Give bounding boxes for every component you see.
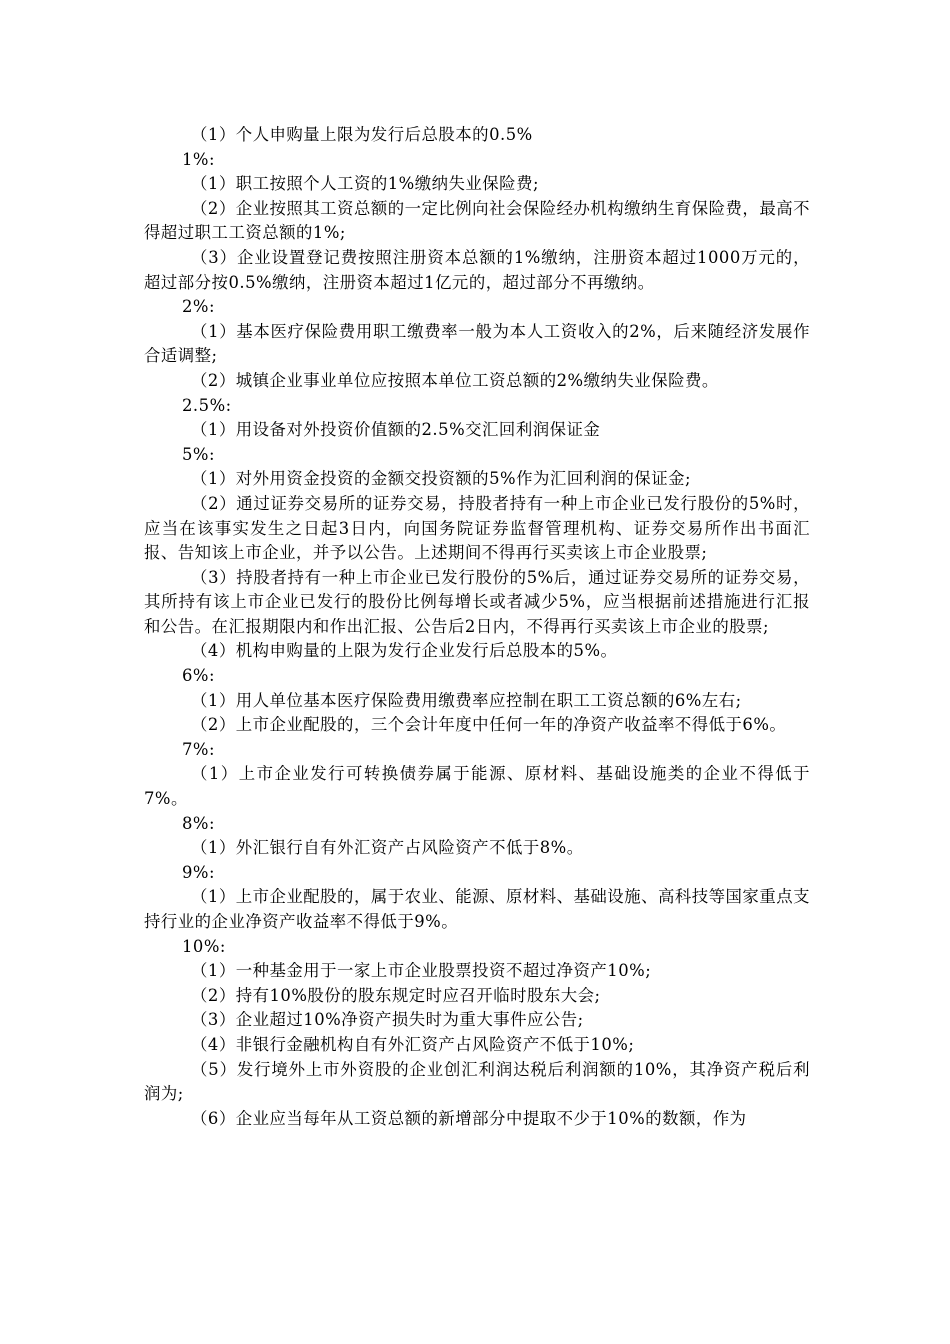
section-heading: 6%:	[182, 666, 216, 686]
section-heading: 10%:	[182, 936, 226, 956]
paragraph: （1）职工按照个人工资的1%缴纳失业保险费;	[191, 174, 539, 194]
section-heading: 2.5%:	[182, 395, 232, 415]
paragraph: （4）非银行金融机构自有外汇资产占风险资产不低于10%;	[191, 1034, 635, 1054]
paragraph: （2）通过证券交易所的证券交易，持股者持有一种上市企业已发行股份的5%时，应当在该事实发生之日起3日内，向国务院证券监督管理机构、证券交易所作出书面汇报、告知该上市企业，并予以公告。上述期间不得再行买卖该上市企业股票;	[144, 493, 810, 563]
paragraph: （2）企业按照其工资总额的一定比例向社会保险经办机构缴纳生育保险费，最高不得超过职工工资总额的1%;	[144, 198, 810, 243]
paragraph: （4）机构申购量的上限为发行企业发行后总股本的5%。	[191, 641, 618, 661]
section-heading: 9%:	[182, 862, 216, 882]
paragraph: （1）上市企业配股的，属于农业、能源、原材料、基础设施、高科技等国家重点支持行业的企业净资产收益率不得低于9%。	[144, 887, 810, 931]
paragraph: （3）企业设置登记费按照注册资本总额的1%缴纳，注册资本超过1000万元的，超过部分按0.5%缴纳，注册资本超过1亿元的，超过部分不再缴纳。	[144, 247, 810, 292]
paragraph: （1）用设备对外投资价值额的2.5%交汇回利润保证金	[191, 420, 601, 440]
section-heading: 2%:	[182, 297, 216, 317]
paragraph: （1）外汇银行自有外汇资产占风险资产不低于8%。	[191, 838, 584, 858]
paragraph: （3）持股者持有一种上市企业已发行股份的5%后，通过证券交易所的证券交易，其所持有该上市企业已发行的股份比例每增长或者减少5%，应当根据前述措施进行汇报和公告。在汇报期限内和作出汇报、公告后2日内，不得再行买卖该上市企业的股票;	[144, 567, 810, 636]
paragraph: （1）基本医疗保险费用职工缴费率一般为本人工资收入的2%，后来随经济发展作合适调整;	[144, 321, 810, 366]
paragraph: （2）城镇企业事业单位应按照本单位工资总额的2%缴纳失业保险费。	[191, 370, 719, 390]
paragraph: （1）个人申购量上限为发行后总股本的0.5%	[191, 125, 533, 144]
document-page	[144, 123, 810, 1131]
paragraph: （6）企业应当每年从工资总额的新增部分中提取不少于10%的数额，作为	[191, 1108, 747, 1128]
paragraph: （1）一种基金用于一家上市企业股票投资不超过净资产10%;	[191, 961, 652, 981]
paragraph: （5）发行境外上市外资股的企业创汇利润达税后利润额的10%，其净资产税后利润为;	[144, 1059, 810, 1104]
section-heading: 5%:	[182, 444, 216, 464]
paragraph: （1）上市企业发行可转换债券属于能源、原材料、基础设施类的企业不得低于7%。	[144, 764, 810, 809]
section-heading: 8%:	[182, 813, 216, 833]
section-heading: 7%:	[182, 739, 216, 759]
paragraph: （1）用人单位基本医疗保险费用缴费率应控制在职工工资总额的6%左右;	[191, 690, 742, 710]
section-heading: 1%:	[182, 149, 216, 169]
paragraph: （3）企业超过10%净资产损失时为重大事件应公告;	[191, 1010, 584, 1030]
paragraph: （1）对外用资金投资的金额交投资额的5%作为汇回利润的保证金;	[191, 469, 691, 489]
paragraph: （2）持有10%股份的股东规定时应召开临时股东大会;	[191, 985, 601, 1005]
paragraph: （2）上市企业配股的，三个会计年度中任何一年的净资产收益率不得低于6%。	[191, 715, 787, 735]
